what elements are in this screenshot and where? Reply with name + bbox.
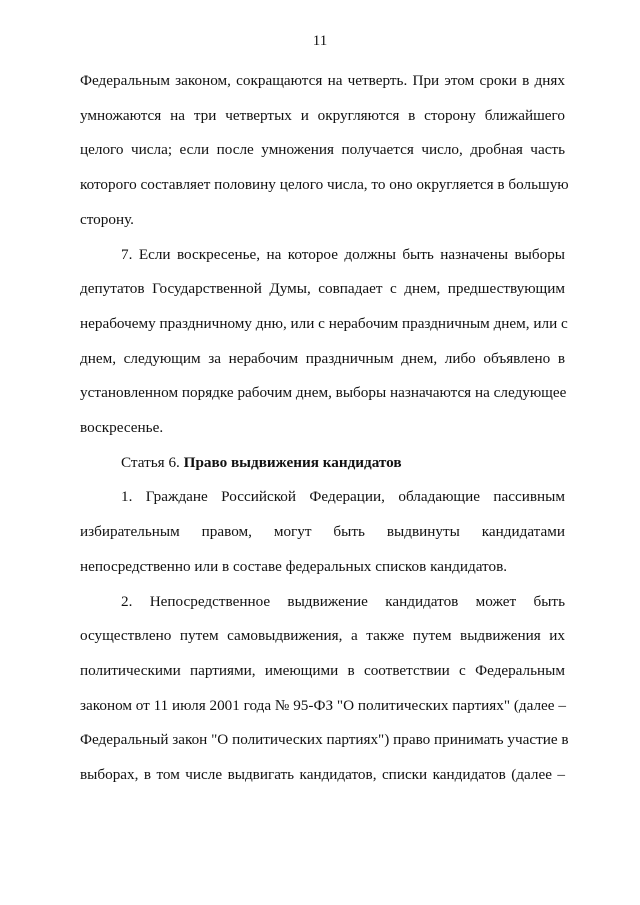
text-line: которого составляет половину целого числа, то оно округляется в большую: [80, 176, 569, 194]
text-line: нерабочему праздничному дню, или с нерабочим праздничным днем, или с: [80, 314, 568, 332]
paragraph-continuation: [80, 64, 569, 238]
article-heading: [80, 446, 565, 481]
text-line: выборах, в том числе выдвигать кандидатов, списки кандидатов (далее –: [80, 766, 565, 784]
text-line: целого числа; если после умножения получается число, дробная часть: [80, 141, 565, 159]
text-line: Федеральным законом, сокращаются на четверть. При этом сроки в днях: [80, 72, 565, 89]
page-number: 11: [312, 33, 328, 49]
text-line: осуществлено путем самовыдвижения, а также путем выдвижения их: [80, 627, 565, 645]
text-line: сторону.: [80, 210, 134, 228]
text-line: непосредственно или в составе федеральных списков кандидатов.: [80, 557, 508, 575]
text-line: избирательным правом, могут быть выдвинуты кандидатами: [80, 523, 565, 541]
article-paragraph-1: [80, 480, 565, 584]
text-line: днем, следующим за нерабочим праздничным днем, либо объявлено в: [80, 349, 565, 367]
text-line: Федеральный закон "О политических партиях") право принимать участие в: [80, 731, 569, 749]
paragraph-item-7: [80, 238, 568, 446]
text-line: установленном порядке рабочим днем, выборы назначаются на следующее: [80, 384, 567, 402]
text-line: депутатов Государственной Думы, совпадает с днем, предшествующим: [80, 280, 565, 298]
text-line: воскресенье.: [80, 419, 164, 437]
document-body: [80, 64, 569, 793]
text-line: 2. Непосредственное выдвижение кандидатов может быть: [121, 592, 565, 610]
article-title: Право выдвижения кандидатов: [183, 453, 402, 471]
text-line: умножаются на три четвертых и округляются в сторону ближайшего: [80, 106, 565, 124]
text-line: 1. Граждане Российской Федерации, обладающие пассивным: [121, 488, 565, 506]
article-paragraph-2: [80, 585, 569, 793]
article-prefix: Статья 6.: [121, 453, 184, 471]
text-line: законом от 11 июля 2001 года № 95-ФЗ "О политических партиях" (далее –: [80, 696, 566, 714]
text-line: политическими партиями, имеющими в соответствии с Федеральным: [80, 661, 565, 679]
text-line: 7. Если воскресенье, на которое должны быть назначены выборы: [121, 245, 565, 263]
